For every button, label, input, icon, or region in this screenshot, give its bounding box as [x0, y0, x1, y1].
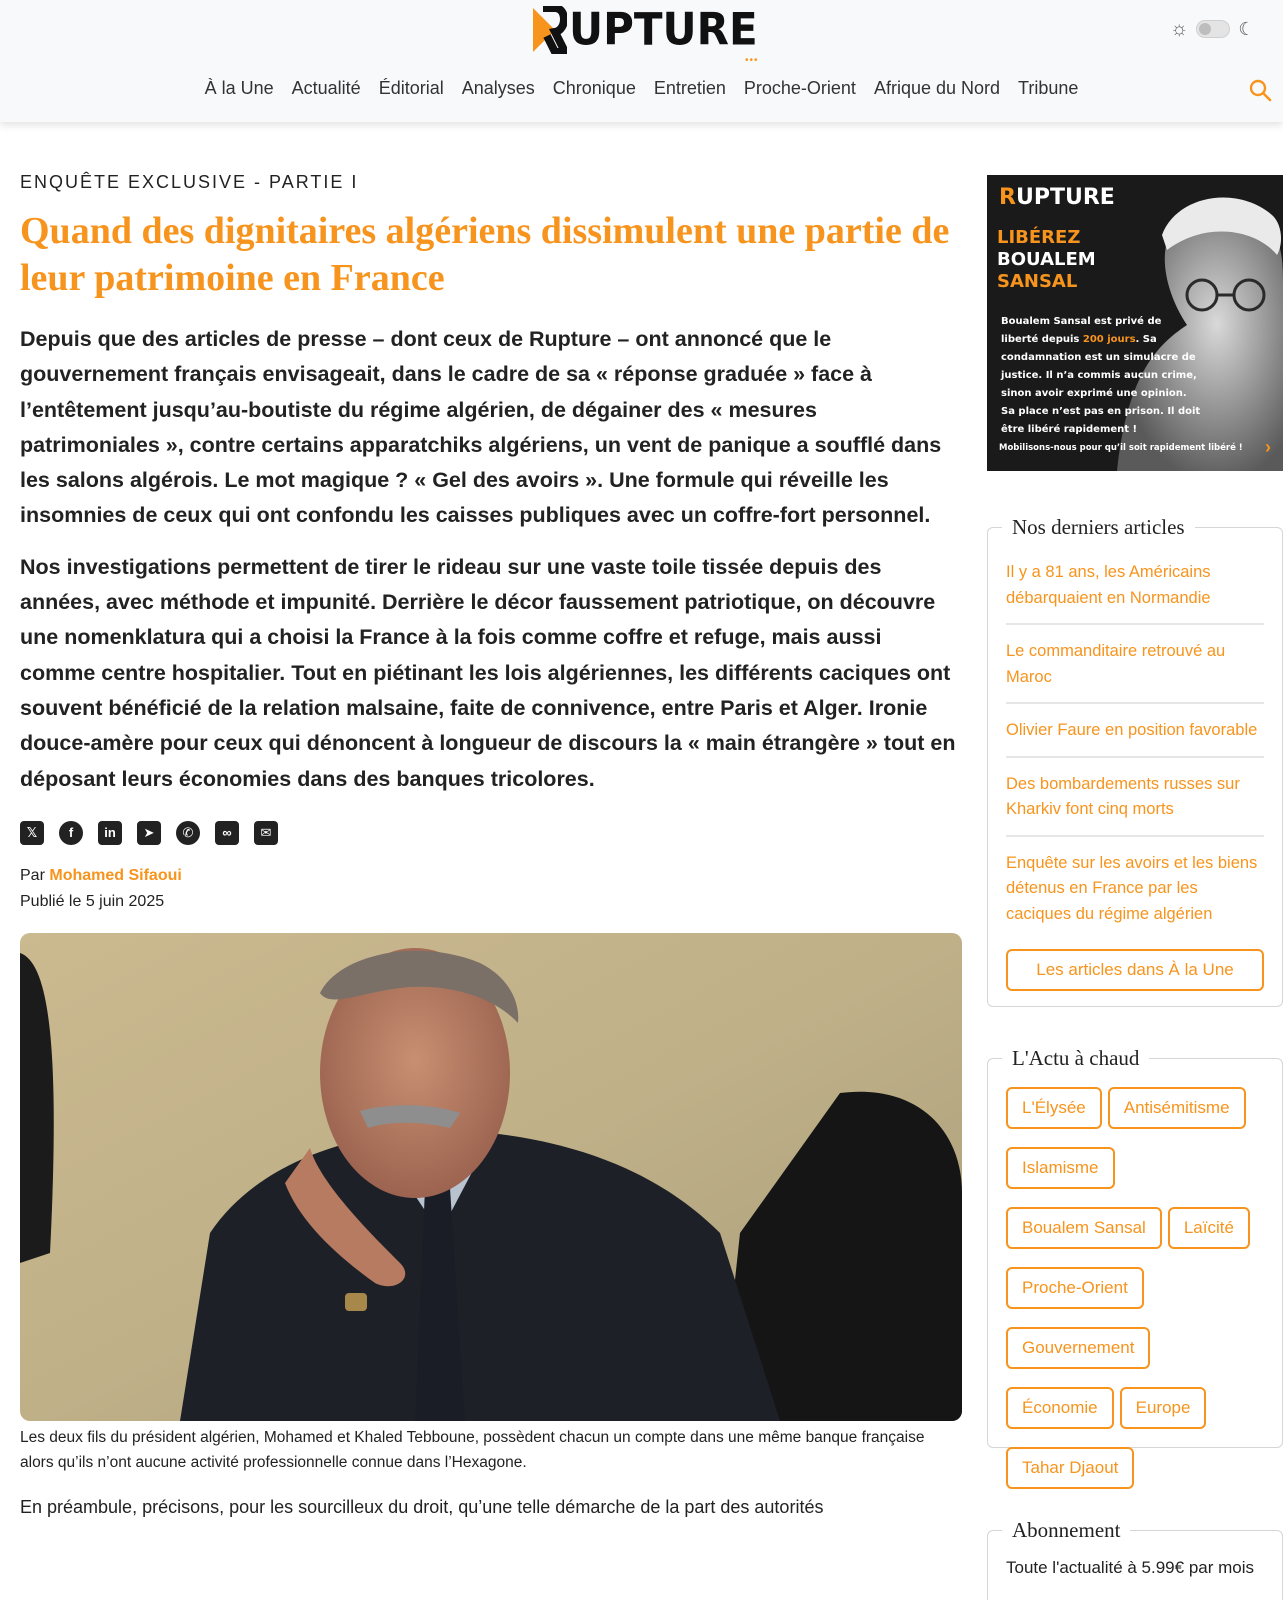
banner-days: 200 jours	[1082, 334, 1136, 345]
latest-article-item[interactable]: Des bombardements russes sur Kharkiv font cinq morts	[1006, 768, 1264, 837]
copy-link-icon[interactable]: ∞	[215, 821, 239, 845]
logo-text: UPTURE	[569, 3, 758, 56]
latest-articles-box	[987, 515, 1283, 1007]
theme-switch[interactable]	[1196, 20, 1230, 38]
banner-logo-r: R	[999, 185, 1016, 210]
nav-item-analyses[interactable]: Analyses	[461, 78, 535, 98]
tag-europe[interactable]: Europe	[1120, 1387, 1207, 1429]
latest-articles-title: Nos derniers articles	[1002, 514, 1195, 540]
email-icon[interactable]: ✉	[254, 821, 278, 845]
search-icon[interactable]	[1248, 78, 1272, 102]
a-la-une-articles-button[interactable]: Les articles dans À la Une	[1006, 949, 1264, 991]
publish-date: Publié le 5 juin 2025	[20, 892, 165, 910]
main-nav	[0, 78, 1283, 99]
facebook-icon[interactable]: f	[59, 821, 83, 845]
hot-topics-title: L'Actu à chaud	[1002, 1045, 1149, 1071]
share-bar	[20, 821, 962, 845]
theme-toggle[interactable]	[1170, 18, 1254, 40]
subscription-title: Abonnement	[1002, 1517, 1130, 1543]
sun-icon: ☼	[1170, 18, 1189, 40]
article-lead-2: Nos investigations permettent de tirer le rideau sur une vaste toile tissée depuis des années, avec méthode et impunité. Derrière le décor faussement patriotique, on découvre une nomenklatura qui a choisi la France à la fois comme coffre et refuge, mais aussi comme centre hospitalier. Tout en piétinant les lois algériennes, les différents caciques ont souvent bénéficié de la relation malsaine, faite de connivence, entre Paris et Alger. Ironie douce-amère pour ceux qui dénoncent à longueur de discours la « main étrangère » tout en déposant leurs économies dans des banques tricolores.	[20, 554, 956, 791]
tag-tahar-djaout[interactable]: Tahar Djaout	[1006, 1447, 1134, 1489]
moon-icon: ☾	[1238, 19, 1255, 39]
nav-item-tribune[interactable]: Tribune	[1018, 78, 1079, 98]
latest-article-item[interactable]: Il y a 81 ans, les Américains débarquaient en Normandie	[1006, 556, 1264, 625]
banner-headline-line3: SANSAL	[997, 271, 1078, 292]
latest-articles-list	[988, 528, 1282, 939]
nav-item-afrique-du-nord[interactable]: Afrique du Nord	[873, 78, 1001, 98]
banner-footer: Mobilisons-nous pour qu’il soit rapidement libéré !	[999, 443, 1243, 453]
nav-item-chronique[interactable]: Chronique	[552, 78, 636, 98]
article	[20, 170, 962, 1521]
site-header	[0, 0, 1283, 122]
banner-logo	[999, 185, 1115, 210]
article-photo-image	[20, 933, 962, 1421]
article-kicker: ENQUÊTE EXCLUSIVE - PARTIE I	[20, 172, 359, 192]
article-title: Quand des dignitaires algériens dissimulent une partie de leur patrimoine en France	[20, 210, 950, 299]
latest-article-item[interactable]: Le commanditaire retrouvé au Maroc	[1006, 635, 1264, 704]
article-body: En préambule, précisons, pour les sourcilleux du droit, qu’une telle démarche de la part des autorités	[20, 1496, 824, 1517]
subscription-box	[987, 1518, 1283, 1600]
nav-item-entretien[interactable]: Entretien	[653, 78, 726, 98]
whatsapp-icon[interactable]: ✆	[176, 821, 200, 845]
tag-economie[interactable]: Économie	[1006, 1387, 1114, 1429]
latest-article-item[interactable]: Olivier Faure en position favorable	[1006, 714, 1264, 758]
hot-topics-tags	[988, 1059, 1282, 1489]
nav-item-proche-orient[interactable]: Proche-Orient	[743, 78, 856, 98]
author-link[interactable]: Mohamed Sifaoui	[49, 866, 182, 884]
tag-laicite[interactable]: Laïcité	[1168, 1207, 1250, 1249]
site-logo[interactable]	[533, 3, 759, 66]
tag-antisemitisme[interactable]: Antisémitisme	[1108, 1087, 1246, 1129]
article-lead-1: Depuis que des articles de presse – dont ceux de Rupture – ont annoncé que le gouvernement français envisageait, dans le cadre de sa « réponse graduée » face à l’entêtement jusqu’au-boutiste du régime algérien, de dégainer des « mesures patrimoniales », contre certains apparatchiks algériens, un vent de panique a soufflé dans les salons algérois. Le mot magique ? « Gel des avoirs ». Une formule qui réveille les insomnies de ceux qui ont confondu les caisses publiques avec un coffre-fort personnel.	[20, 327, 942, 528]
logo-mark-icon	[533, 6, 567, 54]
banner-body-b: . Sa condamnation est un simulacre de justice. Il n’a commis aucun crime, sinon avoir exprimé une opinion. Sa place n’est pas en prison. Il doit être libéré rapidement !	[1001, 334, 1201, 435]
tag-islamisme[interactable]: Islamisme	[1006, 1147, 1115, 1189]
sansal-banner[interactable]	[987, 175, 1283, 471]
byline	[20, 863, 962, 915]
nav-item-editorial[interactable]: Éditorial	[378, 78, 444, 98]
hot-topics-box	[987, 1046, 1283, 1477]
nav-item-actualite[interactable]: Actualité	[291, 78, 361, 98]
linkedin-icon[interactable]: in	[98, 821, 122, 845]
tag-gouvernement[interactable]: Gouvernement	[1006, 1327, 1150, 1369]
tag-boualem-sansal[interactable]: Boualem Sansal	[1006, 1207, 1162, 1249]
subscription-text: Toute l'actualité à 5.99€ par mois	[1006, 1558, 1255, 1577]
banner-body-a: Boualem Sansal est privé de liberté depuis	[1001, 316, 1162, 345]
x-icon[interactable]: 𝕏	[20, 821, 44, 845]
telegram-icon[interactable]: ➤	[137, 821, 161, 845]
tag-elysee[interactable]: L'Élysée	[1006, 1087, 1102, 1129]
banner-body	[1001, 313, 1201, 439]
photo-caption: Les deux fils du président algérien, Mohamed et Khaled Tebboune, possèdent chacun un compte dans une même banque française alors qu’ils n’ont aucune activité professionnelle connue dans l’Hexagone.	[20, 1428, 925, 1471]
banner-logo-text: UPTURE	[1015, 185, 1115, 210]
author-line	[20, 863, 962, 889]
banner-headline	[997, 227, 1096, 293]
banner-headline-line2: BOUALEM	[997, 249, 1096, 270]
article-photo	[20, 933, 962, 1421]
tag-proche-orient[interactable]: Proche-Orient	[1006, 1267, 1144, 1309]
banner-headline-line1: LIBÉREZ	[997, 227, 1081, 248]
nav-item-a-la-une[interactable]: À la Une	[204, 78, 274, 98]
chevron-right-icon: ›	[1265, 437, 1271, 457]
by-prefix: Par	[20, 866, 45, 884]
latest-article-item[interactable]: Enquête sur les avoirs et les biens détenus en France par les caciques du régime algérien	[1006, 853, 1258, 923]
logo-dots: •••	[745, 55, 759, 66]
